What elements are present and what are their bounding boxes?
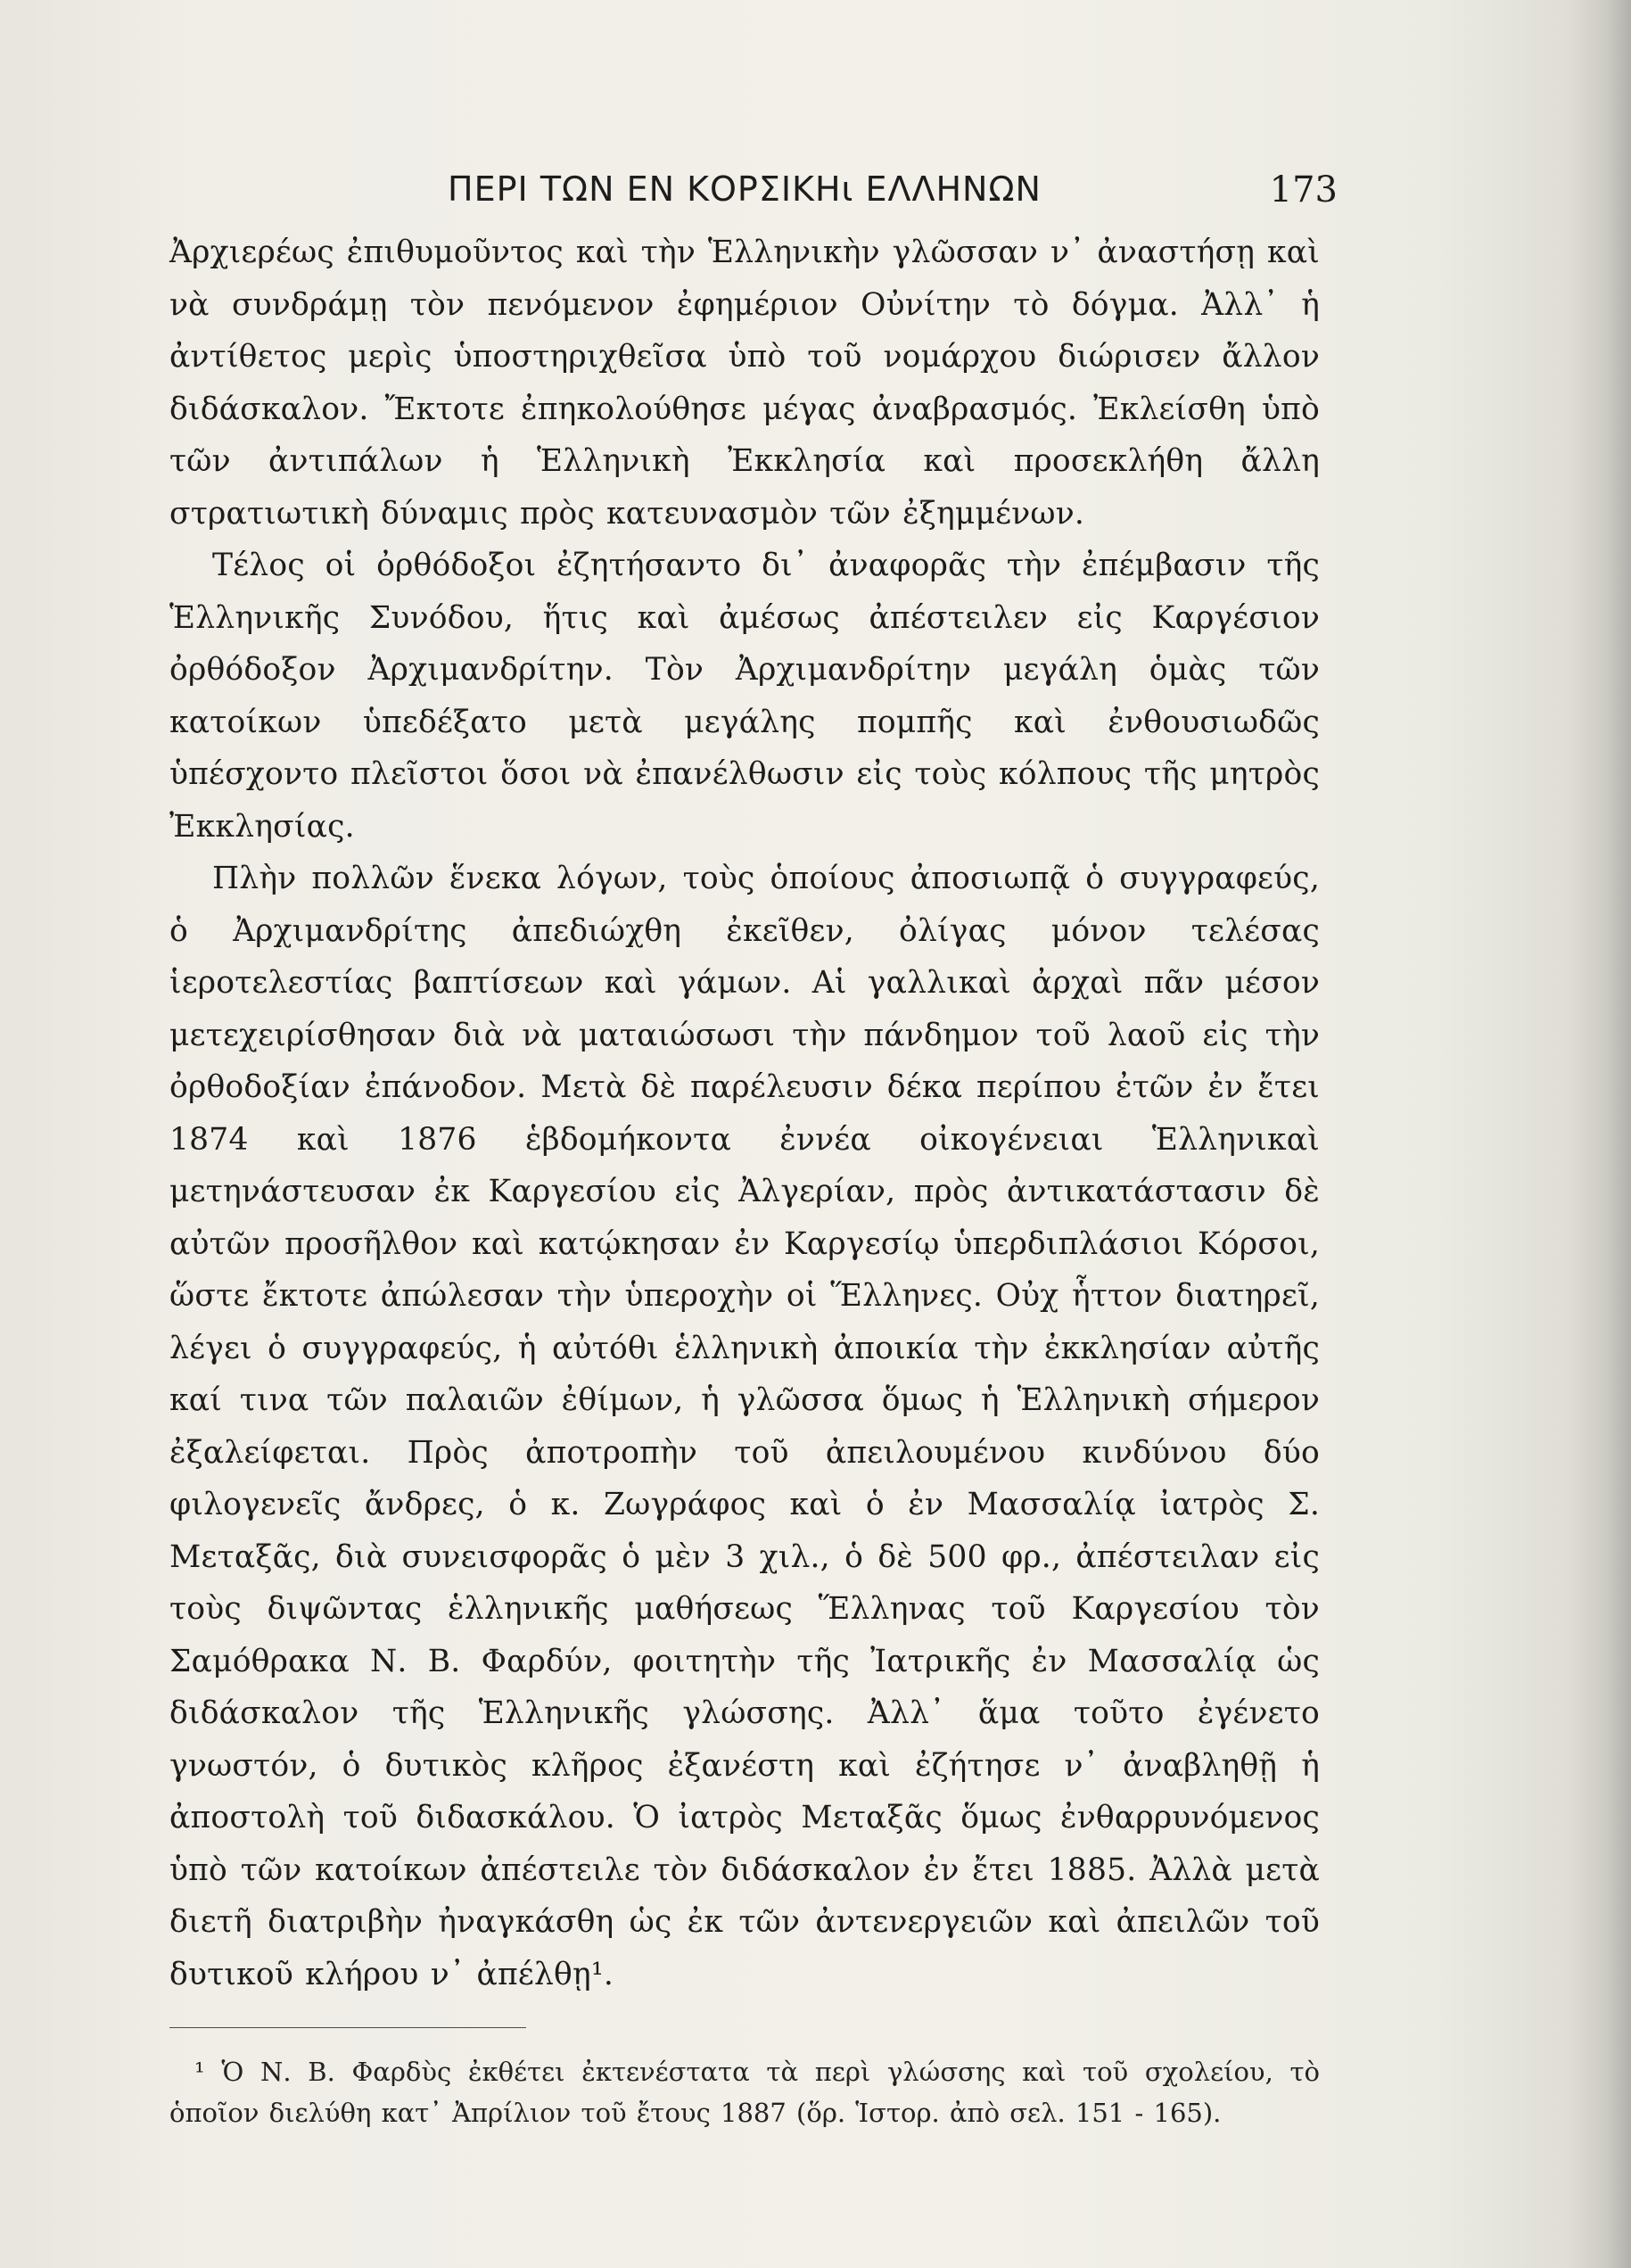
running-header bbox=[169, 161, 1338, 223]
footnote: ¹ Ὁ Ν. Β. Φαρδὺς ἐκθέτει ἐκτενέστατα τὰ περὶ γλώσσης καὶ τοῦ σχολείου, τὸ ὁποῖον διελύθη κατ᾿ Ἀπρίλιον τοῦ ἔτους 1887 (ὅρ. Ἱστορ. ἀπὸ σελ. 151 - 165). bbox=[169, 2057, 1320, 2128]
page-number: 173 bbox=[1269, 169, 1338, 210]
body-text bbox=[169, 227, 1320, 2000]
running-title: ΠΕΡΙ ΤΩΝ ΕΝ ΚΟΡΣΙΚΗι ΕΛΛΗΝΩΝ bbox=[448, 169, 1042, 209]
footnote-divider bbox=[169, 2027, 526, 2028]
page-spine-shadow bbox=[1569, 0, 1631, 2268]
paragraph: Πλὴν πολλῶν ἕνεκα λόγων, τοὺς ὁποίους ἀποσιωπᾷ ὁ συγγραφεύς, ὁ Ἀρχιμανδρίτης ἀπεδιώχθη ἐκεῖθεν, ὀλίγας μόνον τελέσας ἱεροτελεστίας βαπτίσεων καὶ γάμων. Αἱ γαλλικαὶ ἀρχαὶ πᾶν μέσον μετεχειρίσθησαν διὰ νὰ ματαιώσωσι τὴν πάνδημον τοῦ λαοῦ εἰς τὴν ὀρθοδοξίαν ἐπάνοδον. Μετὰ δὲ παρέλευσιν δέκα περίπου ἐτῶν ἐν ἔτει 1874 καὶ 1876 ἑβδομήκοντα ἐννέα οἰκογένειαι Ἑλληνικαὶ μετηνάστευσαν ἐκ Καργεσίου εἰς Ἀλγερίαν, πρὸς ἀντικατάστασιν δὲ αὐτῶν προσῆλθον καὶ κατῴκησαν ἐν Καργεσίῳ ὑπερδιπλάσιοι Κόρσοι, ὥστε ἔκτοτε ἀπώλεσαν τὴν ὑπεροχὴν οἱ Ἕλληνες. Οὐχ ἧττον διατηρεῖ, λέγει ὁ συγγραφεύς, ἡ αὐτόθι ἑλληνικὴ ἀποικία τὴν ἐκκλησίαν αὐτῆς καί τινα τῶν παλαιῶν ἐθίμων, ἡ γλῶσσα ὅμως ἡ Ἑλληνικὴ σήμερον ἐξαλείφεται. Πρὸς ἀποτροπὴν τοῦ ἀπειλουμένου κινδύνου δύο φιλογενεῖς ἄνδρες, ὁ κ. Ζωγράφος καὶ ὁ ἐν Μασσαλίᾳ ἰατρὸς Σ. Μεταξᾶς, διὰ συνεισφορᾶς ὁ μὲν 3 χιλ., ὁ δὲ 500 φρ., ἀπέστειλαν εἰς τοὺς διψῶντας ἑλληνικῆς μαθήσεως Ἕλληνας τοῦ Καργεσίου τὸν Σαμόθρακα Ν. Β. Φαρδύν, φοιτητὴν τῆς Ἰατρικῆς ἐν Μασσαλίᾳ ὡς διδάσκαλον τῆς Ἑλληνικῆς γλώσσης. Ἀλλ᾿ ἅμα τοῦτο ἐγένετο γνωστόν, ὁ δυτικὸς κλῆρος ἐξανέστη καὶ ἐζήτησε ν᾿ ἀναβληθῇ ἡ ἀποστολὴ τοῦ διδασκάλου. Ὁ ἰατρὸς Μεταξᾶς ὅμως ἐνθαρρυνόμενος ὑπὸ τῶν κατοίκων ἀπέστειλε τὸν διδάσκαλον ἐν ἔτει 1885. Ἀλλὰ μετὰ διετῆ διατριβὴν ἠναγκάσθη ὡς ἐκ τῶν ἀντενεργειῶν καὶ ἀπειλῶν τοῦ δυτικοῦ κλήρου ν᾿ ἀπέλθῃ¹. bbox=[169, 861, 1320, 1992]
paragraph: Τέλος οἱ ὀρθόδοξοι ἐζητήσαντο δι᾿ ἀναφορᾶς τὴν ἐπέμβασιν τῆς Ἑλληνικῆς Συνόδου, ἥτις καὶ ἀμέσως ἀπέστειλεν εἰς Καργέσιον ὀρθόδοξον Ἀρχιμανδρίτην. Τὸν Ἀρχιμανδρίτην μεγάλη ὁμὰς τῶν κατοίκων ὑπεδέξατο μετὰ μεγάλης πομπῆς καὶ ἐνθουσιωδῶς ὑπέσχοντο πλεῖστοι ὅσοι νὰ ἐπανέλθωσιν εἰς τοὺς κόλπους τῆς μητρὸς Ἐκκλησίας. bbox=[169, 548, 1320, 845]
page-content bbox=[169, 161, 1338, 2133]
paragraph: Ἀρχιερέως ἐπιθυμοῦντος καὶ τὴν Ἑλληνικὴν γλῶσσαν ν᾿ ἀναστήσῃ καὶ νὰ συνδράμῃ τὸν πενόμενον ἐφημέριον Οὐνίτην τὸ δόγμα. Ἀλλ᾿ ἡ ἀντίθετος μερὶς ὑποστηριχθεῖσα ὑπὸ τοῦ νομάρχου διώρισεν ἄλλον διδάσκαλον. Ἔκτοτε ἐπηκολούθησε μέγας ἀναβρασμός. Ἐκλείσθη ὑπὸ τῶν ἀντιπάλων ἡ Ἑλληνικὴ Ἐκκλησία καὶ προσεκλήθη ἄλλη στρατιωτικὴ δύναμις πρὸς κατευνασμὸν τῶν ἐξημμένων. bbox=[169, 235, 1320, 532]
